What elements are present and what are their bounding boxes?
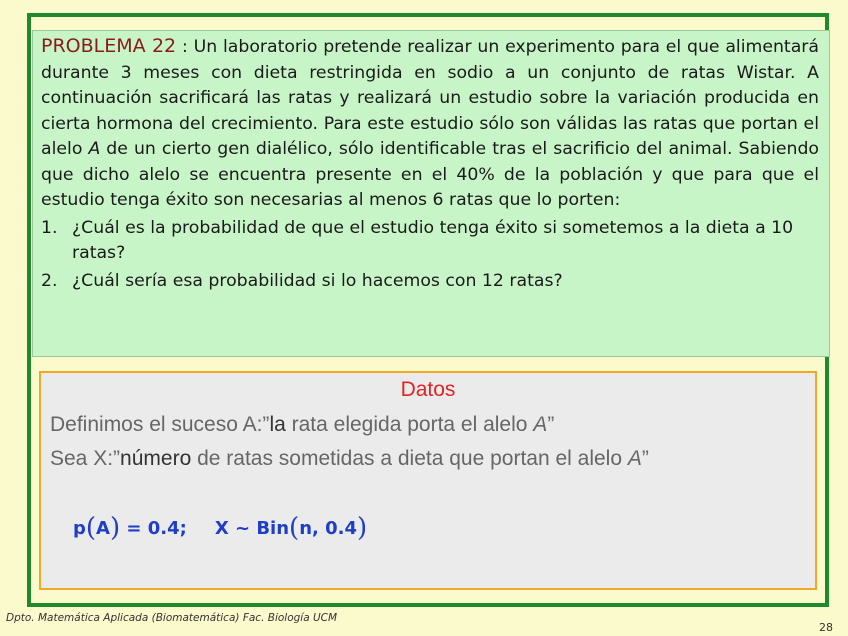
variable-definition-rest: de ratas sometidas a dieta que portan el alelo xyxy=(191,447,628,470)
question-item xyxy=(41,269,819,295)
formula-paren-open: ( xyxy=(85,513,97,543)
variable-definition-strong: número xyxy=(120,447,192,470)
page-number: 28 xyxy=(819,621,833,634)
variable-definition-end: ” xyxy=(641,447,649,470)
event-definition-prefix: Definimos el suceso A:” xyxy=(50,413,270,436)
formula-event: A xyxy=(96,518,110,539)
formula-paren-close-2: ) xyxy=(357,513,368,543)
probability-formula xyxy=(73,513,367,543)
event-definition-allele: A xyxy=(533,413,548,436)
problem-label: PROBLEMA 22 xyxy=(41,35,177,57)
problem-text-part1: Un laboratorio pretende realizar un experimento para el que alimentará durante 3 meses con dieta restringida en sodio a un conjunto de ratas Wistar. A continuación sacrificará las ratas y realizará un estudio sobre la variación producida en cierta hormona del crecimiento. Para este estudio sólo son válidas las ratas que portan el alelo xyxy=(41,37,819,159)
question-number: 1. xyxy=(41,217,58,238)
allele-symbol: A xyxy=(88,139,101,159)
datos-box xyxy=(39,371,817,590)
problem-text-part2: de un cierto gen dialélico, sólo identificable tras el sacrificio del animal. Sabiendo que dicho alelo se encuentra presente en el 40% de la población y que para que el estudio tenga éxito son necesarias al menos 6 ratas que lo porten: xyxy=(41,139,819,210)
formula-paren-close: ) xyxy=(109,513,121,543)
variable-definition-prefix: Sea X:” xyxy=(50,447,121,470)
footer-credit: Dpto. Matemática Aplicada (Biomatemática) Fac. Biología UCM xyxy=(6,612,338,624)
question-text: ¿Cuál es la probabilidad de que el estudio tenga éxito si sometemos a la dieta a 10 ratas? xyxy=(72,217,794,263)
variable-definition xyxy=(50,447,649,471)
formula-params: n, 0.4 xyxy=(299,518,358,539)
problem-separator: : xyxy=(176,37,194,57)
event-definition xyxy=(50,413,554,437)
question-text: ¿Cuál sería esa probabilidad si lo hacemos con 12 ratas? xyxy=(72,270,563,291)
variable-definition-allele: A xyxy=(627,447,642,470)
question-number: 2. xyxy=(41,270,58,291)
problem-statement-box xyxy=(32,30,830,357)
formula-distribution: X ~ Bin xyxy=(214,518,290,539)
question-item xyxy=(41,216,819,267)
event-definition-strong: la xyxy=(269,413,286,436)
event-definition-end: ” xyxy=(547,413,555,436)
formula-paren-open-2: ( xyxy=(289,513,300,543)
datos-title: Datos xyxy=(400,378,456,401)
formula-value: = 0.4; xyxy=(120,518,187,539)
event-definition-rest: rata elegida porta el alelo xyxy=(285,413,534,436)
formula-p: p xyxy=(73,518,86,539)
problem-paragraph xyxy=(41,34,819,214)
